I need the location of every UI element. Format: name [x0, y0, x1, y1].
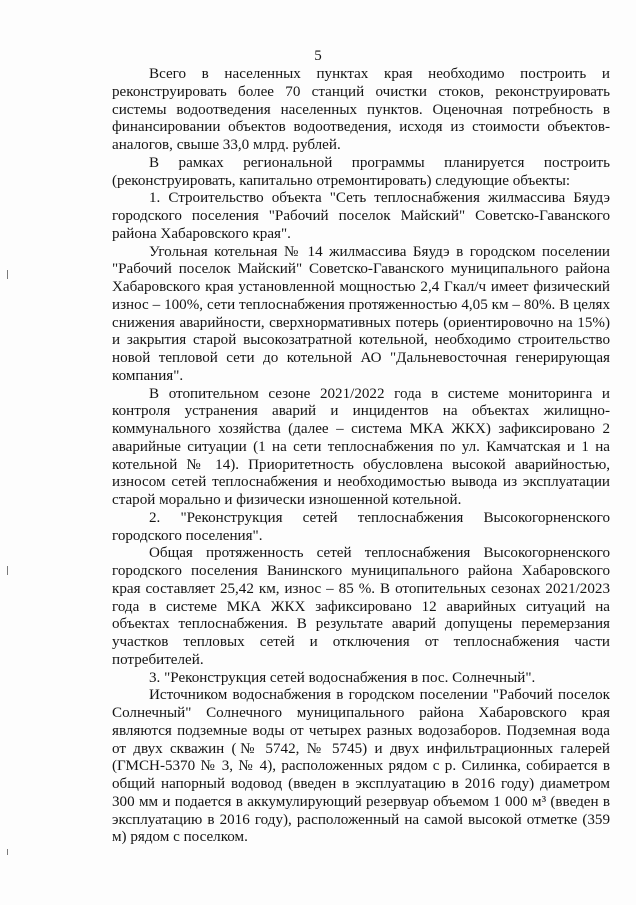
paragraph-item-1-season: В отопительном сезоне 2021/2022 года в системе мониторинга и контроля устранения аварий и инцидентов на объектах жилищно-коммунального хозяйства (далее – система МКА ЖКХ) зафиксировано 2 аварийные ситуации (1 на сети теплоснабжения по ул. Камчатская и 1 на котельной № 14). Приоритетность обусловлена высокой аварийностью, износом сетей теплоснабжения и необходимостью вывода из эксплуатации старой морально и физически изношенной котельной.	[112, 385, 610, 508]
paragraph-item-1-boiler: Угольная котельная № 14 жилмассива Бяудэ в городском поселении "Рабочий поселок Майский" Советско-Гаванского муниципального района Хабаровского края установленной мощностью 2,4 Гкал/ч имеет физический износ – 100%, сети теплоснабжения протяженностью 4,05 км – 80%. В целях снижения аварийности, сверхнормативных потерь (ориентировочно на 15%) и закрытия старой высокозатратной котельной, необходимо строительство новой тепловой сети до котельной АО "Дальневосточная генерирующая компания".	[112, 243, 610, 384]
paragraph-drainage-needs: Всего в населенных пунктах края необходимо построить и реконструировать более 70 станций очистки стоков, реконструировать системы водоотведения населенных пунктов. Оценочная потребность в финансировании объектов водоотведения, исходя из стоимости объектов-аналогов, свыше 33,0 млрд. рублей.	[112, 66, 610, 153]
paragraph-item-3-details: Источником водоснабжения в городском поселении "Рабочий поселок Солнечный" Солнечного муниципального района Хабаровского края являются подземные воды от четырех разных водозаборов. Подземная вода от двух скважин (№ 5742, № 5745) и двух инфильтрационных галерей (ГМСН-5370 № 3, № 4), расположенных рядом с р. Силинка, собирается в общий напорный водовод (введен в эксплуатацию в 2016 году) диаметром 300 мм и подается в аккумулирующий резервуар объемом 1 000 м³ (введен в эксплуатацию в 2016 году), расположенный на самой высокой отметке (359 м) рядом с поселком.	[112, 687, 610, 846]
scan-margin-mark	[7, 849, 8, 855]
paragraph-item-2-title: 2. "Реконструкция сетей теплоснабжения Высокогорненского городского поселения".	[112, 509, 610, 544]
scan-margin-mark	[7, 566, 8, 575]
paragraph-item-3-title: 3. "Реконструкция сетей водоснабжения в пос. Солнечный".	[149, 669, 536, 686]
paragraph-item-2-details: Общая протяженность сетей теплоснабжения Высокогорненского городского поселения Ванинского муниципального района Хабаровского края составляет 25,42 км, износ – 85 %. В отопительных сезонах 2021/2023 года в системе МКА ЖКХ зафиксировано 12 аварийных ситуаций на объектах теплоснабжения. В результате аварий допущены перемерзания участков тепловых сетей и отключения от теплоснабжения части потребителей.	[112, 545, 610, 668]
page-number: 5	[314, 48, 322, 64]
document-body	[112, 66, 610, 847]
paragraph-program-intro: В рамках региональной программы планируется построить (реконструировать, капитально отремонтировать) следующие объекты:	[112, 154, 610, 189]
paragraph-item-1-title: 1. Строительство объекта "Сеть теплоснабжения жилмассива Бяудэ городского поселения "Рабочий поселок Майский" Советско-Гаванского района Хабаровского края".	[112, 190, 610, 242]
scan-margin-mark	[7, 270, 8, 279]
